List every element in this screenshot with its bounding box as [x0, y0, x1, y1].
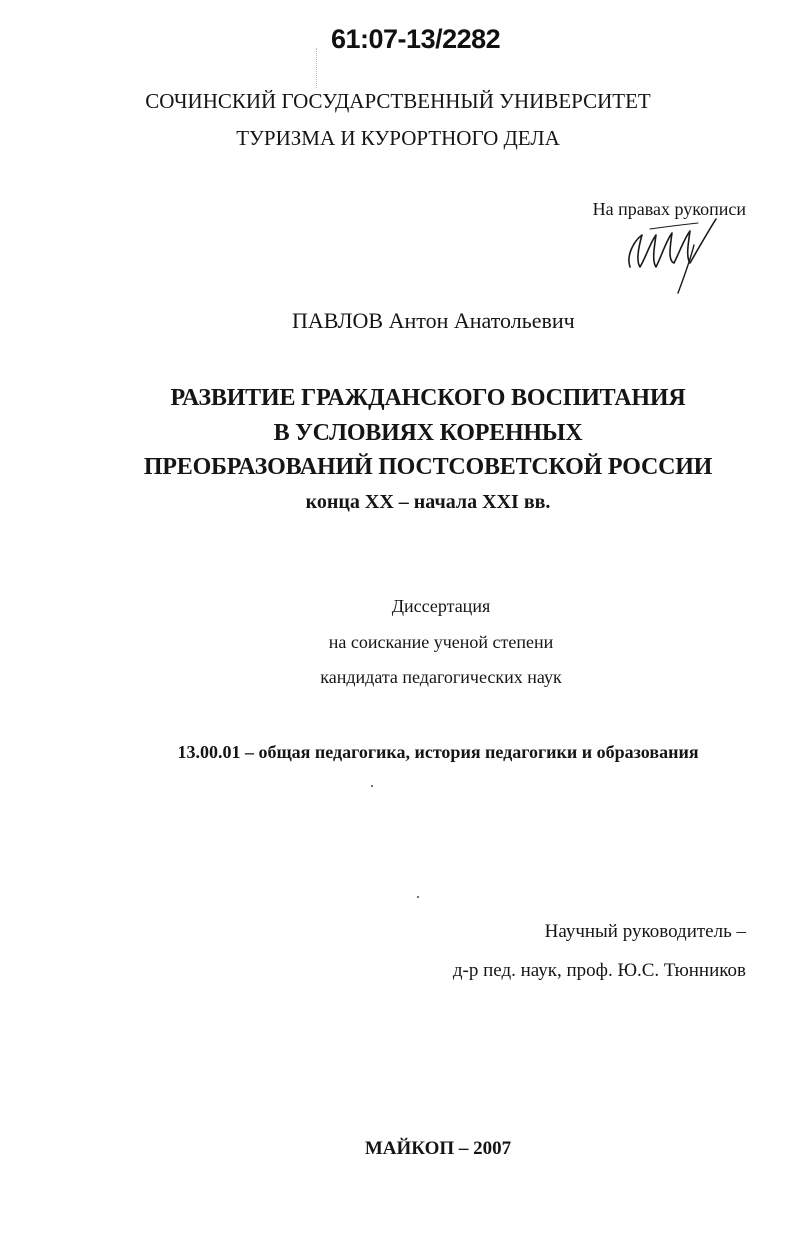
- advisor-label: Научный руководитель –: [544, 921, 746, 942]
- advisor-name: д-р пед. наук, проф. Ю.С. Тюнников: [452, 960, 746, 981]
- thesis-title-line3: ПРЕОБРАЗОВАНИЙ ПОСТСОВЕТСКОЙ РОССИИ: [143, 454, 713, 480]
- manuscript-rights-label: На правах рукописи: [592, 199, 746, 219]
- degree-line1: Диссертация: [391, 596, 491, 616]
- thesis-title-line2: В УСЛОВИЯХ КОРЕННЫХ: [273, 420, 583, 446]
- scan-artifact-line: [316, 48, 318, 88]
- university-name-line2: ТУРИЗМА И КУРОРТНОГО ДЕЛА: [236, 126, 560, 150]
- handwritten-signature: [620, 205, 730, 300]
- degree-line2: на соискание ученой степени: [328, 632, 554, 652]
- author-name: ПАВЛОВ Антон Анатольевич: [292, 308, 575, 333]
- scan-speck: [371, 785, 373, 787]
- scan-speck: [417, 896, 419, 898]
- library-stamp-number: 61:07-13/2282: [331, 24, 501, 54]
- degree-line3: кандидата педагогических наук: [320, 667, 562, 687]
- specialty-code: 13.00.01 – общая педагогика, история педагогики и образования: [177, 742, 699, 762]
- university-name-line1: СОЧИНСКИЙ ГОСУДАРСТВЕННЫЙ УНИВЕРСИТЕТ: [145, 89, 651, 113]
- thesis-title-period: конца XX – начала XXI вв.: [305, 491, 551, 513]
- city-year: МАЙКОП – 2007: [364, 1138, 512, 1159]
- thesis-title-line1: РАЗВИТИЕ ГРАЖДАНСКОГО ВОСПИТАНИЯ: [170, 385, 686, 411]
